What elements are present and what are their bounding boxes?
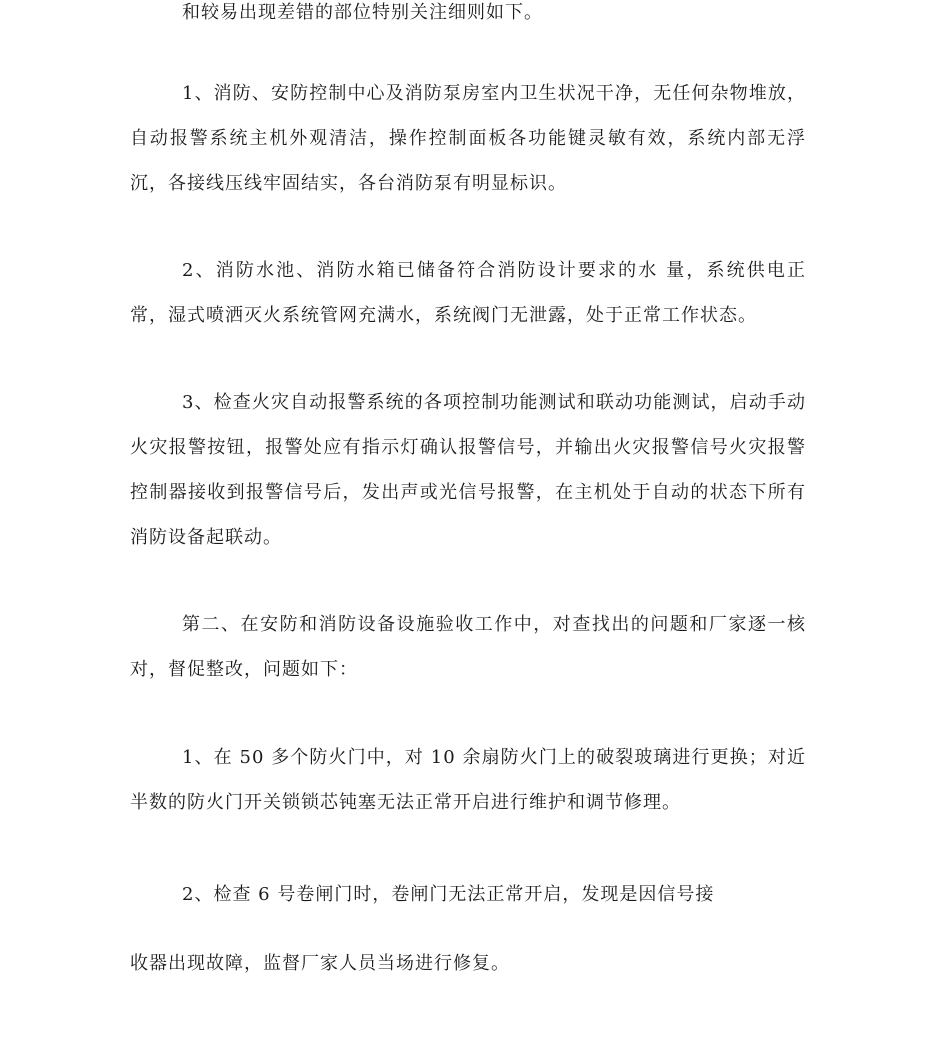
paragraph-section-2: 第二、在安防和消防设备设施验收工作中，对查找出的问题和厂家逐一核对，督促整改，问题如下： bbox=[130, 614, 806, 680]
paragraph-item-3: 3、检查火灾自动报警系统的各项控制功能测试和联动功能测试，启动手动火灾报警按钮，报警处应有指示灯确认报警信号，并输出火灾报警信号火灾报警控制器接收到报警信号后，发出声或光信号报警，在主机处于自动的状态下所有消防设备起联动。 bbox=[130, 392, 806, 548]
paragraph-issue-1: 1、在 50 多个防火门中，对 10 余扇防火门上的破裂玻璃进行更换；对近半数的防火门开关锁锁芯钝塞无法正常开启进行维护和调节修理。 bbox=[130, 747, 806, 813]
paragraph-issue-2-line-2: 收器出现故障，监督厂家人员当场进行修复。 bbox=[130, 953, 510, 974]
paragraph-intro: 和较易出现差错的部位特别关注细则如下。 bbox=[182, 2, 543, 23]
paragraph-item-2: 2、消防水池、消防水箱已储备符合消防设计要求的水 量，系统供电正常，湿式喷洒灭火系统管网充满水，系统阀门无泄露，处于正常工作状态。 bbox=[130, 260, 806, 326]
paragraph-item-1: 1、消防、安防控制中心及消防泵房室内卫生状况干净，无任何杂物堆放，自动报警系统主机外观清洁，操作控制面板各功能键灵敏有效，系统内部无浮沉，各接线压线牢固结实，各台消防泵有明显标识。 bbox=[130, 83, 806, 194]
paragraph-issue-2-line-1: 2、检查 6 号卷闸门时，卷闸门无法正常开启，发现是因信号接 bbox=[182, 884, 715, 905]
